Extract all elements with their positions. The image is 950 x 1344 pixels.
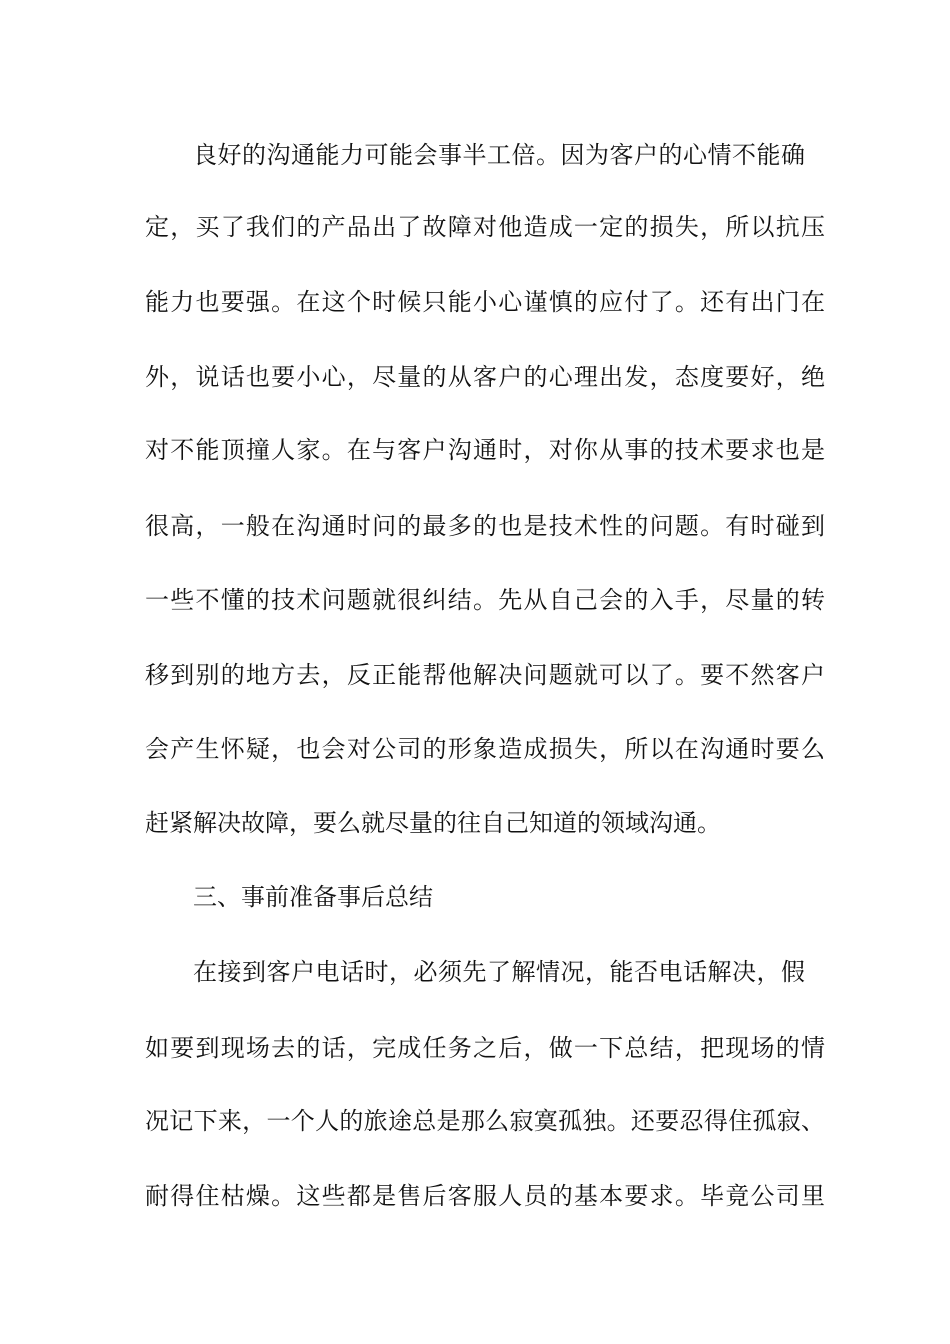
paragraph-2-line-3: 况记下来，一个人的旅途总是那么寂寞孤独。还要忍得住孤寂、 [145,1107,825,1135]
paragraph-2-line-2: 如要到现场去的话，完成任务之后，做一下总结，把现场的情 [145,1034,825,1062]
paragraph-1-line-10: 赶紧解决故障，要么就尽量的往自己知道的领域沟通。 [145,809,721,837]
paragraph-1-line-3: 能力也要强。在这个时候只能小心谨慎的应付了。还有出门在 [145,288,825,316]
paragraph-1-line-5: 对不能顶撞人家。在与客户沟通时，对你从事的技术要求也是 [145,436,825,464]
paragraph-1-line-2: 定，买了我们的产品出了故障对他造成一定的损失，所以抗压 [145,213,825,241]
section-heading: 三、事前准备事后总结 [193,883,433,911]
paragraph-1-line-1: 良好的沟通能力可能会事半工倍。因为客户的心情不能确 [193,141,805,169]
paragraph-1-line-9: 会产生怀疑，也会对公司的形象造成损失，所以在沟通时要么 [145,735,825,763]
paragraph-1-line-4: 外，说话也要小心，尽量的从客户的心理出发，态度要好，绝 [145,363,825,391]
paragraph-2-line-1: 在接到客户电话时，必须先了解情况，能否电话解决，假 [193,958,805,986]
paragraph-1-line-7: 一些不懂的技术问题就很纠结。先从自己会的入手，尽量的转 [145,586,825,614]
paragraph-1-line-8: 移到别的地方去，反正能帮他解决问题就可以了。要不然客户 [145,661,825,689]
paragraph-1-line-6: 很高，一般在沟通时问的最多的也是技术性的问题。有时碰到 [145,512,825,540]
paragraph-2-line-4: 耐得住枯燥。这些都是售后客服人员的基本要求。毕竟公司里 [145,1182,825,1210]
